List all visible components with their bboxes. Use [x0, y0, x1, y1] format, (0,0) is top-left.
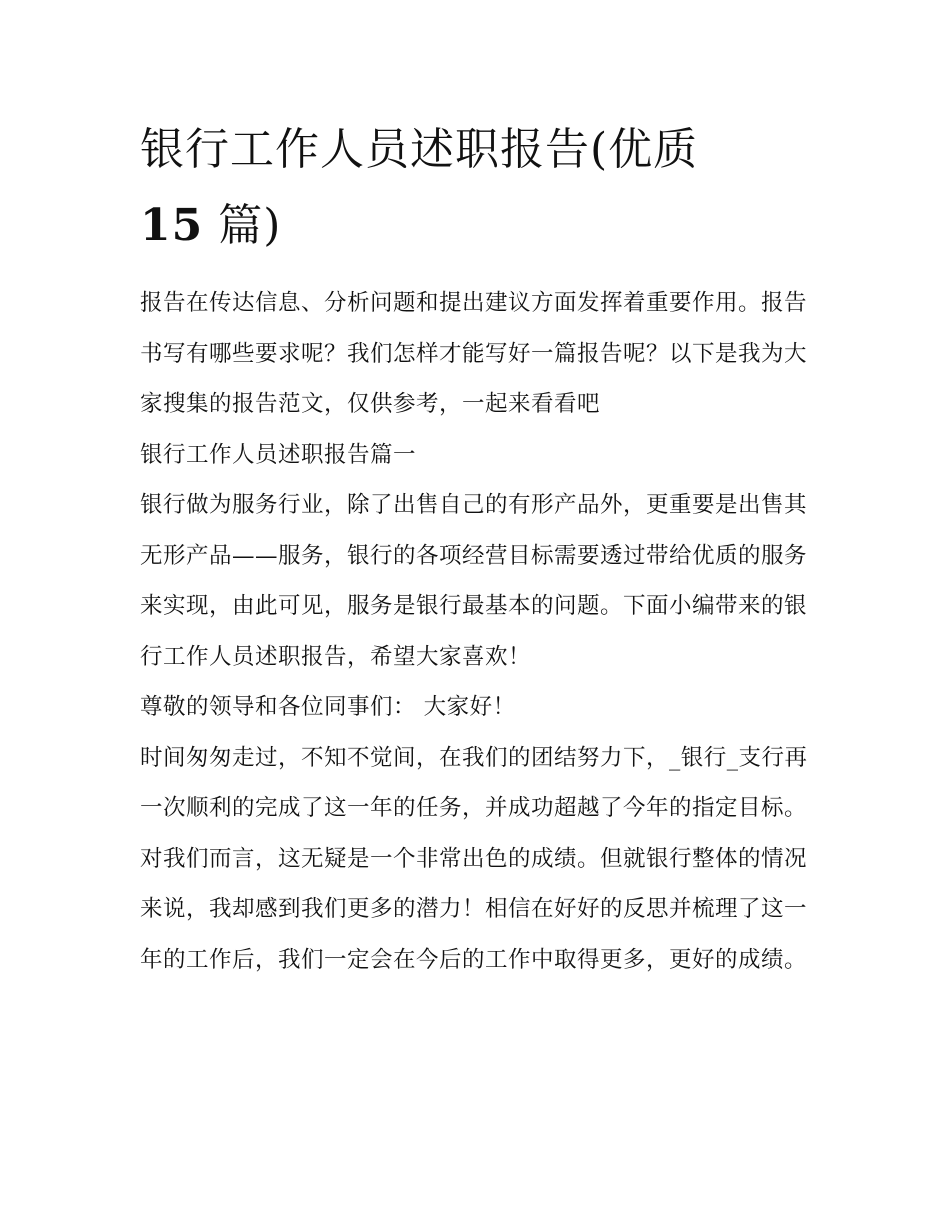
document-page: [140, 112, 820, 985]
title-line-1: 银行工作人员述职报告(优质: [140, 124, 699, 175]
body-paragraph: 时间匆匆走过，不知不觉间，在我们的团结努力下，_银行_支行再一次顺利的完成了这一年的任务，并成功超越了今年的指定目标。: [140, 744, 808, 821]
body-paragraph: 银行做为服务行业，除了出售自己的有形产品外，更重要是出售其无形产品——服务，银行的各项经营目标需要透过带给优质的服务来实现，由此可见，服务是银行最基本的问题。下面小编带来的银行工作人员述职报告，希望大家喜欢！: [140, 492, 808, 670]
title-number: 15: [140, 200, 204, 251]
section-heading: 银行工作人员述职报告篇一: [140, 441, 417, 468]
title-line-2: 篇): [203, 200, 282, 251]
greeting-paragraph: 尊敬的领导和各位同事们： 大家好！: [140, 694, 516, 720]
body-paragraph: 对我们而言，这无疑是一个非常出色的成绩。但就银行整体的情况来说，我却感到我们更多的潜力！相信在好好的反思并梳理了这一年的工作后，我们一定会在今后的工作中取得更多，更好的成绩。: [140, 845, 808, 973]
document-title: [140, 112, 820, 264]
intro-paragraph: 报告在传达信息、分析问题和提出建议方面发挥着重要作用。报告书写有哪些要求呢？我们怎样才能写好一篇报告呢？以下是我为大家搜集的报告范文，仅供参考，一起来看看吧: [140, 290, 808, 417]
